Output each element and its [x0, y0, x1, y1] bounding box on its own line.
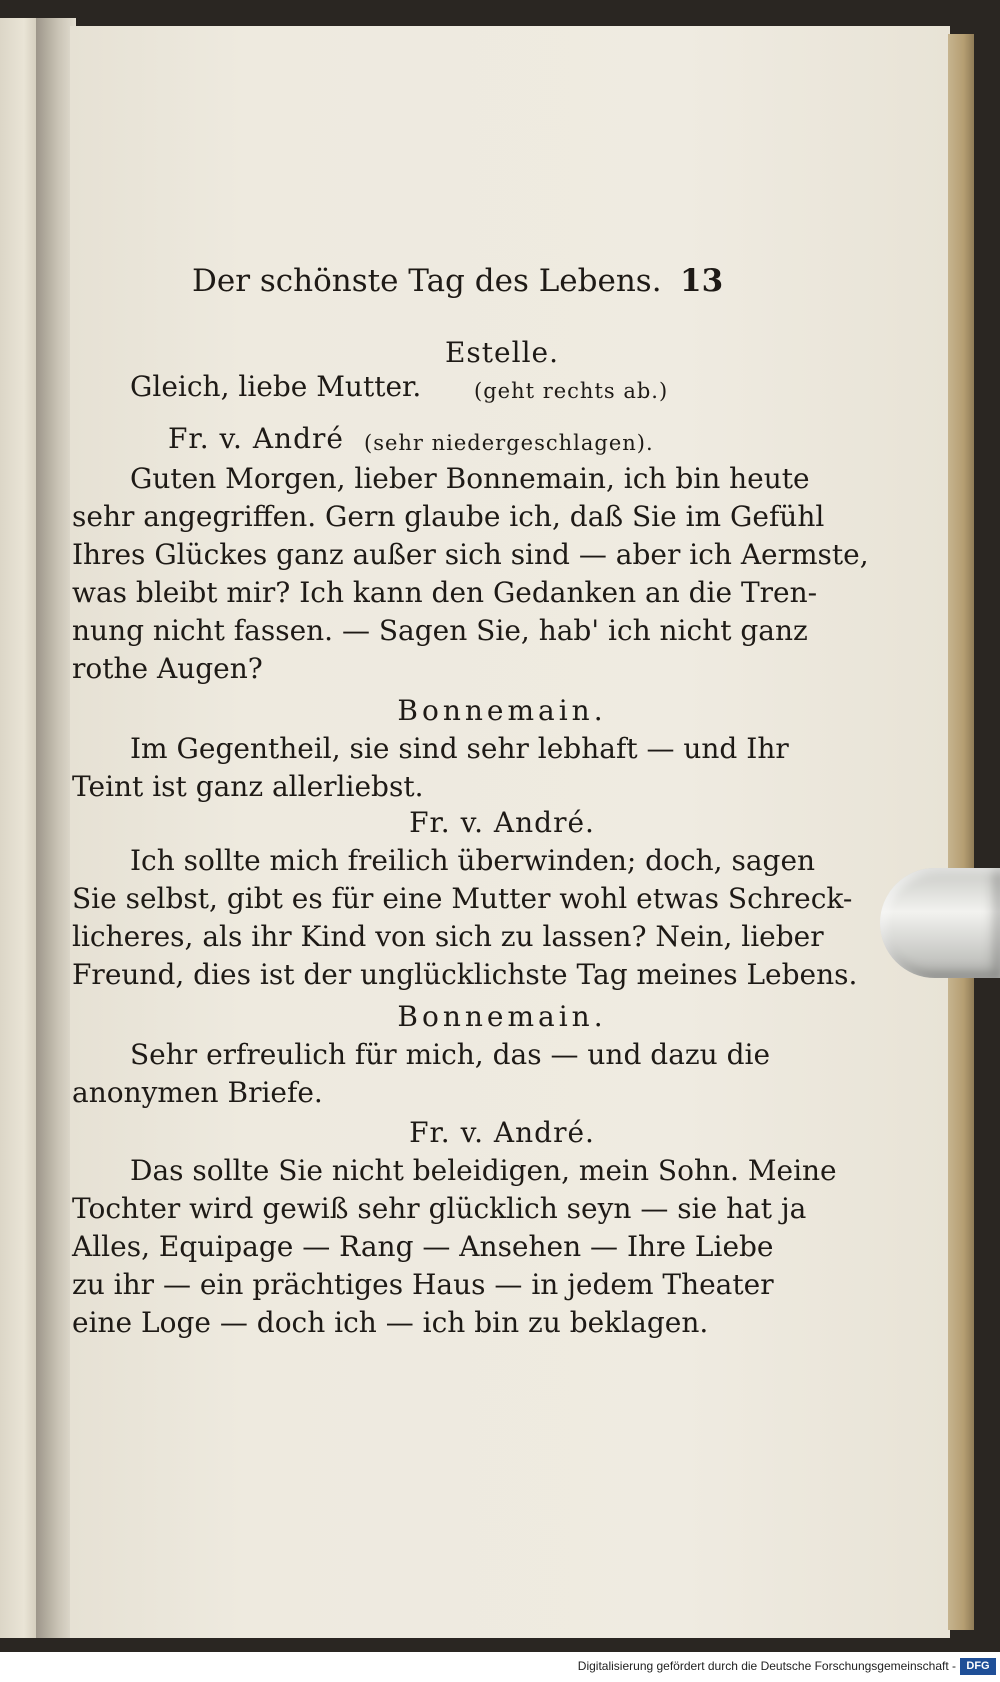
text-line: Gleich, liebe Mutter.	[130, 370, 422, 403]
text-line: licheres, als ihr Kind von sich zu lassen? Nein, lieber	[72, 920, 824, 953]
text-line: anonymen Briefe.	[72, 1076, 323, 1109]
funding-credit: Digitalisierung gefördert durch die Deutsche Forschungsgemeinschaft -	[577, 1659, 956, 1673]
text-line: Alles, Equipage — Rang — Ansehen — Ihre Liebe	[72, 1230, 774, 1263]
text-line: zu ihr — ein prächtiges Haus — in jedem Theater	[72, 1268, 774, 1301]
speaker-bonnemain: Bonnemain.	[397, 694, 607, 727]
speaker-estelle: Estelle.	[444, 336, 559, 369]
text-line: was bleibt mir? Ich kann den Gedanken an die Tren-	[72, 576, 818, 609]
stage-direction: (sehr niedergeschlagen).	[364, 431, 654, 455]
speaker-bonnemain: Bonnemain.	[397, 1000, 607, 1033]
stage-direction: (geht rechts ab.)	[474, 379, 669, 403]
digitization-footer	[0, 1652, 1000, 1682]
text-line: Sehr erfreulich für mich, das — und dazu die	[130, 1038, 771, 1071]
page-number: 13	[680, 263, 724, 299]
text-line: eine Loge — doch ich — ich bin zu beklagen.	[72, 1306, 709, 1339]
speaker-fr-v-andre: Fr. v. André.	[409, 806, 595, 839]
text-line: Teint ist ganz allerliebst.	[72, 770, 424, 803]
text-line: Guten Morgen, lieber Bonnemain, ich bin heute	[130, 462, 810, 495]
text-line: Ich sollte mich freilich überwinden; doch, sagen	[130, 844, 816, 877]
text-line: sehr angegriffen. Gern glaube ich, daß Sie im Gefühl	[72, 500, 825, 533]
running-title: Der schönste Tag des Lebens.	[192, 263, 662, 299]
text-line: Im Gegentheil, sie sind sehr lebhaft — und Ihr	[130, 732, 789, 765]
speaker-fr-v-andre: Fr. v. André.	[409, 1116, 595, 1149]
text-line: Freund, dies ist der unglücklichste Tag meines Lebens.	[72, 958, 858, 991]
dfg-logo: DFG	[960, 1658, 996, 1675]
text-line: nung nicht fassen. — Sagen Sie, hab' ich nicht ganz	[72, 614, 808, 647]
speaker-fr-v-andre: Fr. v. André	[168, 422, 344, 455]
text-line: Ihres Glückes ganz außer sich sind — aber ich Aermste,	[72, 538, 869, 571]
text-line: Das sollte Sie nicht beleidigen, mein Sohn. Meine	[130, 1154, 837, 1187]
text-line: Sie selbst, gibt es für eine Mutter wohl etwas Schreck-	[72, 882, 853, 915]
text-line: Tochter wird gewiß sehr glücklich seyn — sie hat ja	[72, 1192, 807, 1225]
text-line: rothe Augen?	[72, 652, 263, 685]
